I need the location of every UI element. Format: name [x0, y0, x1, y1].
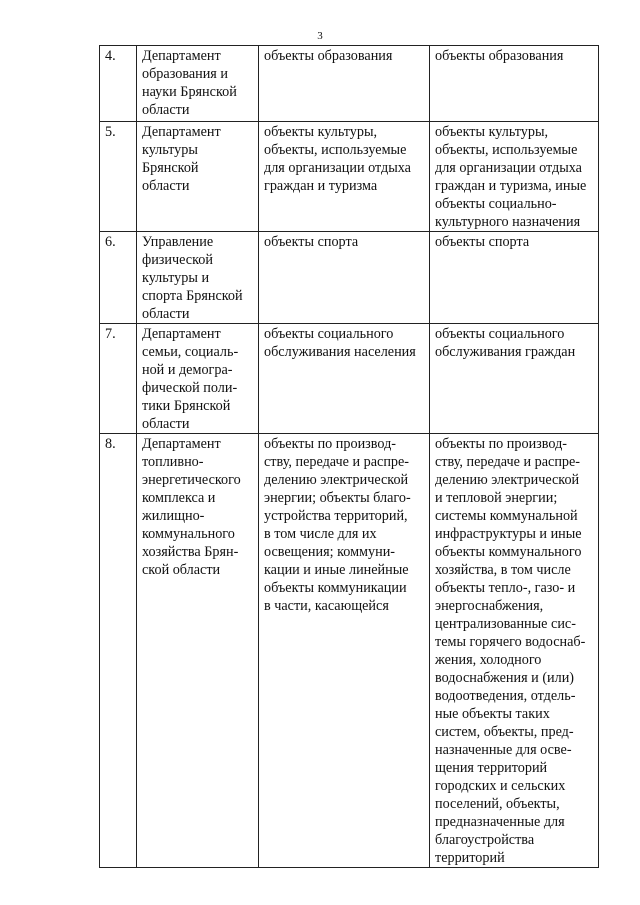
- objects-cell-a: [259, 122, 430, 232]
- page-number: 3: [317, 30, 323, 42]
- table-row: [100, 46, 599, 122]
- objects-text-a: объекты социального обслуживания населения: [264, 326, 416, 360]
- row-number: 5.: [105, 124, 116, 140]
- objects-text-a: объекты культуры, объекты, используемые для организации отдыха граждан и туризма: [264, 124, 411, 194]
- objects-text-b: объекты образования: [435, 48, 564, 64]
- row-number: 7.: [105, 326, 116, 342]
- authority-cell: [137, 434, 259, 868]
- row-number-cell: [100, 324, 137, 434]
- objects-cell-b: [430, 324, 599, 434]
- authority-name: Департамент культуры Брянской области: [142, 124, 221, 194]
- authority-cell: [137, 46, 259, 122]
- authority-name: Управление физической культуры и спорта Брянской области: [142, 234, 243, 322]
- objects-text-a: объекты образования: [264, 48, 393, 64]
- row-number-cell: [100, 232, 137, 324]
- table-row: [100, 324, 599, 434]
- row-number: 8.: [105, 436, 116, 452]
- authority-cell: [137, 122, 259, 232]
- objects-cell-a: [259, 46, 430, 122]
- objects-cell-b: [430, 232, 599, 324]
- objects-cell-b: [430, 434, 599, 868]
- authority-cell: [137, 324, 259, 434]
- authority-name: Департамент образования и науки Брянской области: [142, 48, 237, 118]
- objects-cell-a: [259, 232, 430, 324]
- objects-cell-b: [430, 46, 599, 122]
- table-row: [100, 232, 599, 324]
- authorities-table: [99, 45, 599, 868]
- authority-name: Департамент семьи, социаль- ной и демогра- фической поли- тики Брянской области: [142, 326, 239, 432]
- table-row: [100, 122, 599, 232]
- row-number-cell: [100, 434, 137, 868]
- objects-text-a: объекты спорта: [264, 234, 359, 250]
- row-number-cell: [100, 46, 137, 122]
- objects-text-b: объекты культуры, объекты, используемые для организации отдыха граждан и туризма, иные объекты социально- культурного назначения: [435, 124, 587, 230]
- row-number: 4.: [105, 48, 116, 64]
- objects-cell-a: [259, 324, 430, 434]
- authority-cell: [137, 232, 259, 324]
- objects-text-b: объекты спорта: [435, 234, 530, 250]
- row-number-cell: [100, 122, 137, 232]
- objects-cell-a: [259, 434, 430, 868]
- objects-cell-b: [430, 122, 599, 232]
- table-row: [100, 434, 599, 868]
- authority-name: Департамент топливно- энергетического комплекса и жилищно- коммунального хозяйства Брян- ской области: [142, 436, 241, 578]
- row-number: 6.: [105, 234, 116, 250]
- objects-text-b: объекты социального обслуживания граждан: [435, 326, 576, 360]
- objects-text-b: объекты по производ- ству, передаче и распре- делению электрической и тепловой энергии; системы коммунальной инфраструктуры и иные объекты коммунального хозяйства, в том числе объекты тепло-, газо- и энергоснабжения, централизованные сис- темы горячего водоснаб- жения, холодного водоснабжения и (или) водоотведения, отдель- ные объекты таких систем, объекты, пред- назначенные для осве- щения территорий городских и сельских поселений, объекты, предназначенные для благоустройства территорий: [435, 436, 586, 866]
- objects-text-a: объекты по производ- ству, передаче и распре- делению электрической энергии; объекты благо- устройства территорий, в том числе для их освещения; коммуни- кации и иные линейные объекты коммуникации в части, касающейся: [264, 436, 411, 614]
